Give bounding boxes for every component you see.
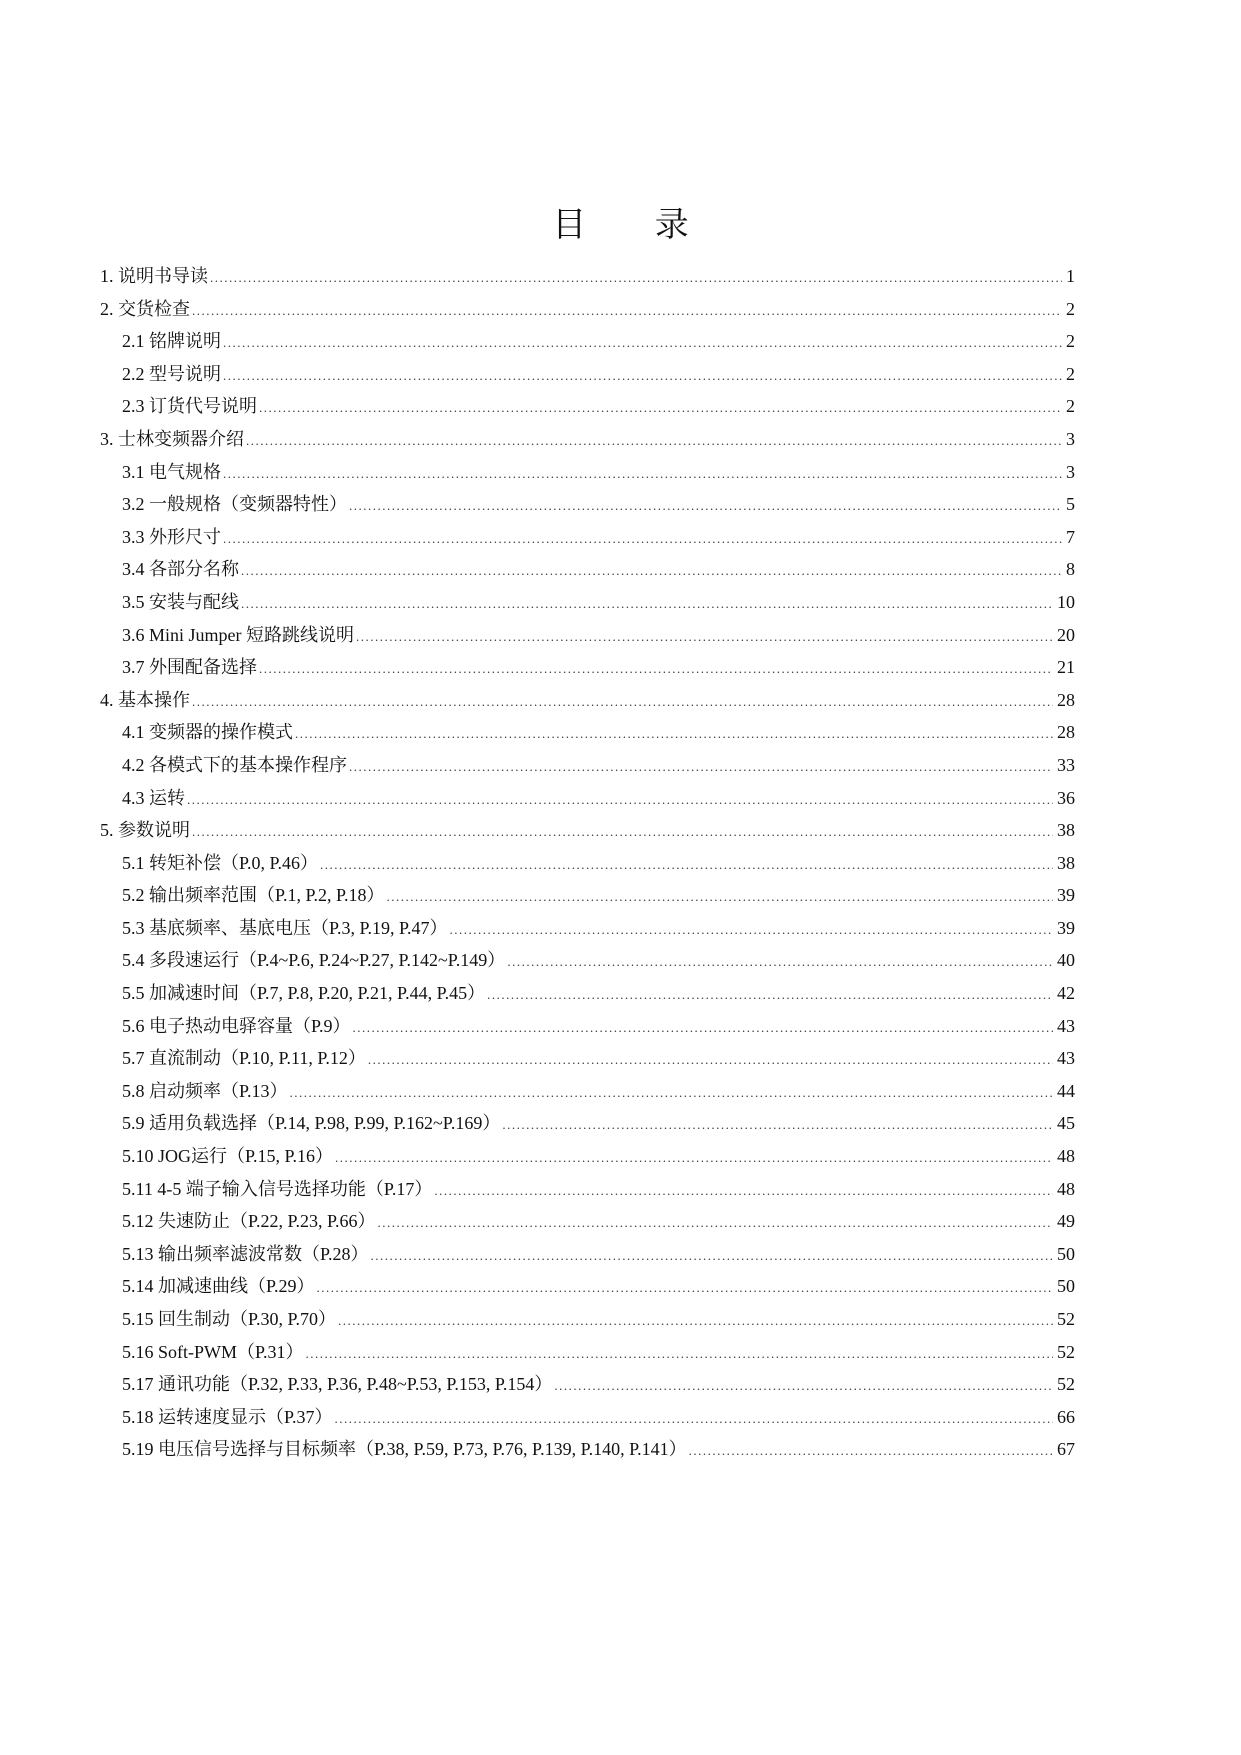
toc-entry-page-number: 7	[1066, 526, 1075, 547]
toc-entry[interactable]	[100, 684, 1075, 717]
toc-entry-label: 1. 说明书导读	[100, 266, 208, 286]
toc-entry-label: 5.10 JOG运行（P.15, P.16）	[122, 1146, 334, 1167]
toc-entry-label: 4.2 各模式下的基本操作程序	[122, 754, 347, 775]
toc-entry-label: 5.3 基底频率、基底电压（P.3, P.19, P.47）	[122, 917, 448, 938]
toc-entry-label: 4.1 变频器的操作模式	[122, 722, 293, 743]
toc-entry-page-number: 8	[1066, 559, 1075, 580]
toc-entry-label: 2.3 订货代号说明	[122, 396, 257, 417]
toc-entry-label: 5.15 回生制动（P.30, P.70）	[122, 1309, 337, 1329]
toc-dot-leader	[192, 816, 1053, 849]
toc-entry-label: 3. 士林变频器介绍	[100, 428, 244, 449]
toc-entry[interactable]	[100, 390, 1075, 423]
toc-entry-label: 5.4 多段速运行（P.4~P.6, P.24~P.27, P.142~P.149）	[122, 950, 506, 971]
toc-entry-page-number: 50	[1057, 1243, 1075, 1264]
toc-entry[interactable]	[100, 1238, 1075, 1271]
toc-dot-leader	[320, 849, 1053, 882]
toc-dot-leader	[689, 1435, 1053, 1468]
toc-entry[interactable]	[100, 488, 1075, 521]
toc-entry[interactable]	[100, 1107, 1075, 1140]
toc-entry-label: 3.3 外形尺寸	[122, 526, 221, 547]
toc-entry-page-number: 3	[1066, 461, 1075, 482]
toc-dot-leader	[338, 1305, 1053, 1338]
toc-entry-label: 5.2 输出频率范围（P.1, P.2, P.18）	[122, 885, 385, 906]
toc-entry-label: 5.6 电子热动电驿容量（P.9）	[122, 1015, 351, 1036]
toc-entry-label: 3.6 Mini Jumper 短路跳线说明	[122, 624, 354, 645]
toc-dot-leader	[223, 327, 1062, 360]
toc-entry-label: 5.7 直流制动（P.10, P.11, P.12）	[122, 1048, 366, 1069]
toc-entry-page-number: 52	[1057, 1374, 1075, 1395]
toc-entry-page-number: 44	[1057, 1080, 1075, 1101]
toc-dot-leader	[502, 1109, 1053, 1142]
toc-dot-leader	[554, 1370, 1053, 1403]
toc-entry-page-number: 2	[1066, 396, 1075, 417]
toc-dot-leader	[241, 555, 1062, 588]
toc-entry-page-number: 38	[1057, 852, 1075, 873]
toc-entry-page-number: 3	[1066, 428, 1075, 449]
toc-entry-page-number: 48	[1057, 1146, 1075, 1167]
toc-entry-label: 2.1 铭牌说明	[122, 331, 221, 352]
toc-entry-label: 5.17 通讯功能（P.32, P.33, P.36, P.48~P.53, P.153, P.154）	[122, 1374, 553, 1395]
toc-dot-leader	[335, 1403, 1053, 1436]
toc-entry-page-number: 40	[1057, 950, 1075, 971]
toc-dot-leader	[507, 946, 1053, 979]
toc-entry-label: 2.2 型号说明	[122, 363, 221, 384]
toc-dot-leader	[192, 686, 1053, 719]
toc-entry[interactable]	[100, 423, 1075, 456]
toc-entry-label: 5.5 加减速时间（P.7, P.8, P.20, P.21, P.44, P.45）	[122, 983, 486, 1004]
toc-dot-leader	[371, 1240, 1053, 1273]
toc-dot-leader	[349, 490, 1062, 523]
toc-entry-label: 3.2 一般规格（变频器特性）	[122, 494, 347, 515]
toc-dot-leader	[187, 784, 1053, 817]
toc-entry-label: 3.4 各部分名称	[122, 559, 239, 580]
toc-entry[interactable]	[100, 358, 1075, 391]
toc-entry-label: 3.5 安装与配线	[122, 591, 239, 612]
toc-entry[interactable]	[100, 944, 1075, 977]
toc-entry[interactable]	[100, 456, 1075, 489]
toc-entry-page-number: 39	[1057, 885, 1075, 906]
toc-entry[interactable]	[100, 293, 1075, 326]
toc-entry[interactable]	[100, 1401, 1075, 1434]
toc-entry[interactable]	[100, 1270, 1075, 1303]
toc-entry-label: 5.9 适用负载选择（P.14, P.98, P.99, P.162~P.169）	[122, 1113, 501, 1134]
toc-entry-page-number: 45	[1057, 1113, 1075, 1134]
toc-entry-page-number: 10	[1057, 591, 1075, 612]
toc-entry-page-number: 1	[1066, 266, 1075, 286]
toc-entry[interactable]	[100, 651, 1075, 684]
toc-entry[interactable]	[100, 1173, 1075, 1206]
toc-entry[interactable]	[100, 553, 1075, 586]
toc-entry-page-number: 42	[1057, 983, 1075, 1004]
toc-dot-leader	[306, 1338, 1053, 1371]
toc-entry-page-number: 52	[1057, 1309, 1075, 1329]
toc-dot-leader	[223, 360, 1062, 393]
toc-entry-label: 4.3 运转	[122, 787, 185, 808]
toc-entry-label: 5.12 失速防止（P.22, P.23, P.66）	[122, 1211, 376, 1232]
toc-dot-leader	[378, 1207, 1053, 1240]
toc-entry[interactable]	[100, 260, 1075, 293]
toc-dot-leader	[295, 718, 1053, 751]
toc-dot-leader	[353, 1012, 1053, 1045]
toc-entry[interactable]	[100, 521, 1075, 554]
toc-dot-leader	[210, 262, 1062, 295]
toc-entry[interactable]	[100, 1433, 1075, 1466]
toc-entry-page-number: 2	[1066, 298, 1075, 319]
toc-entry[interactable]	[100, 847, 1075, 880]
toc-entry[interactable]	[100, 1075, 1075, 1108]
toc-dot-leader	[387, 881, 1053, 914]
toc-entry-label: 4. 基本操作	[100, 689, 190, 710]
toc-dot-leader	[259, 392, 1062, 425]
toc-entry-page-number: 2	[1066, 331, 1075, 352]
toc-entry[interactable]	[100, 912, 1075, 945]
toc-entry-page-number: 21	[1057, 657, 1075, 678]
toc-entry-page-number: 38	[1057, 820, 1075, 841]
toc-entry-page-number: 36	[1057, 787, 1075, 808]
toc-entry[interactable]	[100, 1368, 1075, 1401]
toc-entry-label: 5.13 输出频率滤波常数（P.28）	[122, 1243, 369, 1264]
toc-entry-label: 5.16 Soft-PWM（P.31）	[122, 1341, 304, 1362]
toc-dot-leader	[349, 751, 1053, 784]
toc-entry[interactable]	[100, 782, 1075, 815]
toc-dot-leader	[317, 1272, 1053, 1305]
toc-entry-label: 5.1 转矩补偿（P.0, P.46）	[122, 852, 319, 873]
toc-entry[interactable]	[100, 814, 1075, 847]
toc-dot-leader	[246, 425, 1062, 458]
toc-entry[interactable]	[100, 619, 1075, 652]
toc-dot-leader	[192, 295, 1062, 328]
table-of-contents	[100, 260, 1075, 1466]
toc-entry[interactable]	[100, 1140, 1075, 1173]
toc-entry-label: 5.14 加减速曲线（P.29）	[122, 1276, 315, 1297]
toc-entry-page-number: 43	[1057, 1015, 1075, 1036]
toc-entry[interactable]	[100, 325, 1075, 358]
toc-entry[interactable]	[100, 1205, 1075, 1238]
toc-entry-page-number: 5	[1066, 494, 1075, 515]
toc-entry-page-number: 50	[1057, 1276, 1075, 1297]
toc-dot-leader	[434, 1175, 1053, 1208]
toc-dot-leader	[241, 588, 1053, 621]
toc-entry[interactable]	[100, 1336, 1075, 1369]
toc-dot-leader	[356, 621, 1053, 654]
toc-entry-label: 5. 参数说明	[100, 820, 190, 841]
toc-entry-label: 5.19 电压信号选择与目标频率（P.38, P.59, P.73, P.76, P.139, P.140, P.141）	[122, 1439, 687, 1460]
toc-entry-page-number: 48	[1057, 1178, 1075, 1199]
toc-entry-label: 2. 交货检查	[100, 298, 190, 319]
toc-entry-page-number: 20	[1057, 624, 1075, 645]
toc-entry-page-number: 33	[1057, 754, 1075, 775]
toc-entry[interactable]	[100, 879, 1075, 912]
toc-entry[interactable]	[100, 1010, 1075, 1043]
toc-entry-page-number: 52	[1057, 1341, 1075, 1362]
toc-entry[interactable]	[100, 1303, 1075, 1336]
toc-entry-label: 5.18 运转速度显示（P.37）	[122, 1406, 333, 1427]
toc-dot-leader	[335, 1142, 1053, 1175]
toc-entry[interactable]	[100, 977, 1075, 1010]
toc-entry-label: 3.1 电气规格	[122, 461, 221, 482]
toc-entry-page-number: 43	[1057, 1048, 1075, 1069]
toc-entry[interactable]	[100, 586, 1075, 619]
toc-entry-label: 3.7 外围配备选择	[122, 657, 257, 678]
toc-dot-leader	[223, 523, 1062, 556]
page-title: 目 录	[552, 207, 719, 244]
toc-entry-page-number: 67	[1057, 1439, 1075, 1460]
toc-entry-page-number: 39	[1057, 917, 1075, 938]
toc-dot-leader	[223, 458, 1062, 491]
toc-entry[interactable]	[100, 1042, 1075, 1075]
toc-entry[interactable]	[100, 716, 1075, 749]
toc-entry[interactable]	[100, 749, 1075, 782]
toc-dot-leader	[290, 1077, 1053, 1110]
toc-entry-label: 5.8 启动频率（P.13）	[122, 1080, 288, 1101]
toc-entry-page-number: 66	[1057, 1406, 1075, 1427]
toc-dot-leader	[487, 979, 1053, 1012]
toc-entry-page-number: 28	[1057, 722, 1075, 743]
toc-dot-leader	[450, 914, 1053, 947]
toc-entry-page-number: 28	[1057, 689, 1075, 710]
toc-dot-leader	[368, 1044, 1053, 1077]
toc-dot-leader	[259, 653, 1053, 686]
toc-entry-page-number: 49	[1057, 1211, 1075, 1232]
toc-entry-page-number: 2	[1066, 363, 1075, 384]
toc-entry-label: 5.11 4-5 端子输入信号选择功能（P.17）	[122, 1178, 433, 1199]
